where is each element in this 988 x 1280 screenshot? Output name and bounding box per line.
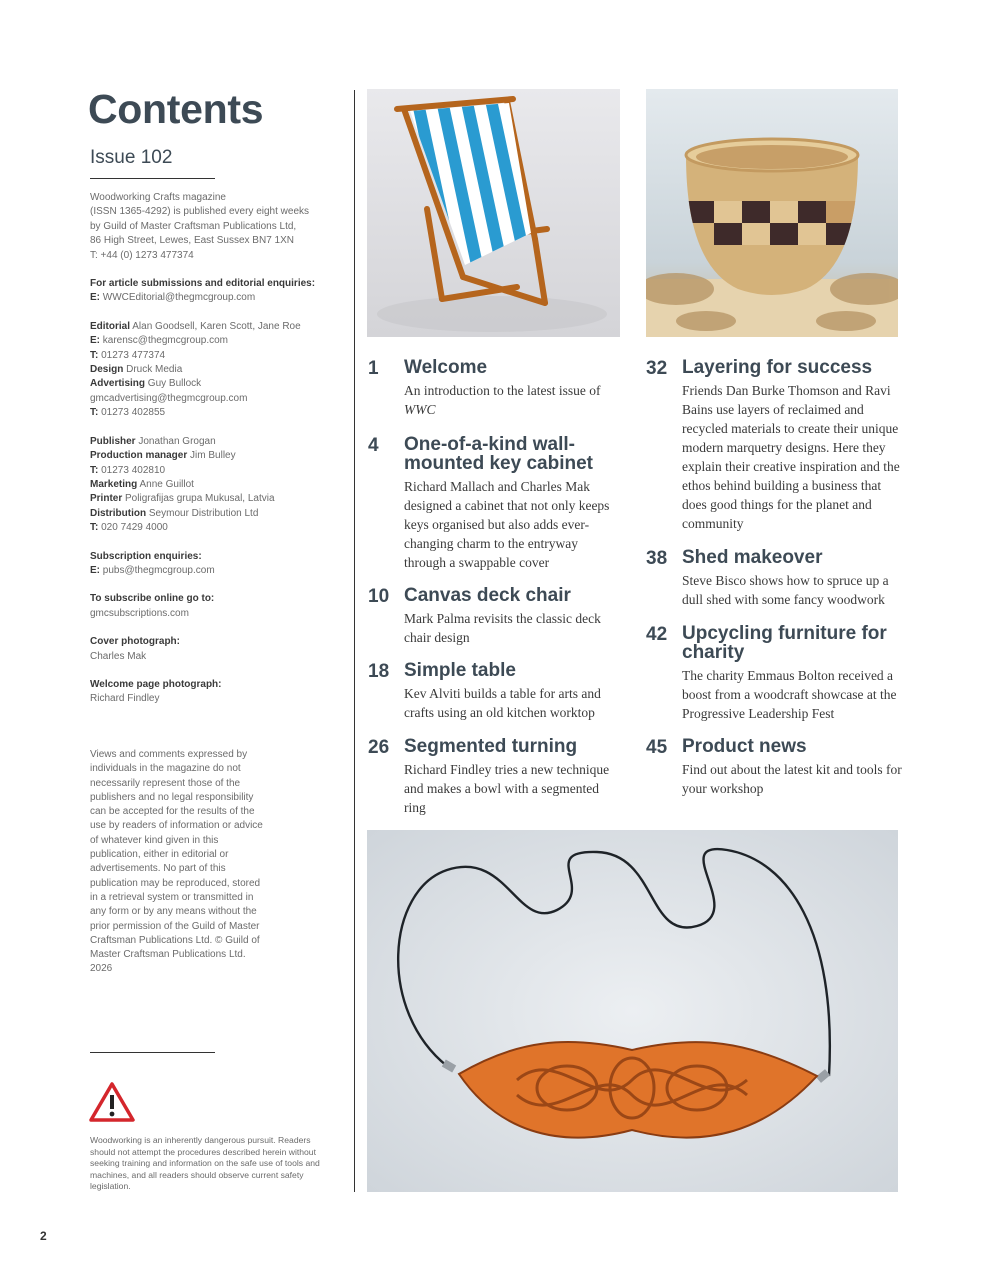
staff-info xyxy=(90,320,330,421)
celtic-knot-pendant-photo xyxy=(367,830,898,1192)
contents-entry-shed-makeover[interactable] xyxy=(646,548,902,609)
cover-photographer: Charles Mak xyxy=(90,650,147,662)
entry-description-text: An introduction to the latest issue of xyxy=(404,383,601,398)
entry-page-number: 26 xyxy=(368,737,390,758)
printer-label: Printer xyxy=(90,493,123,505)
entry-title: Product news xyxy=(682,736,807,757)
entry-page-number: 4 xyxy=(368,435,379,456)
welcome-photographer: Richard Findley xyxy=(90,693,160,705)
submissions-info xyxy=(90,277,330,306)
email-label: E: xyxy=(90,335,100,347)
title-rule xyxy=(90,178,215,179)
entry-page-number: 45 xyxy=(646,737,668,758)
production-manager: Jim Bulley xyxy=(190,450,236,462)
cover-photo-label: Cover photograph: xyxy=(90,636,180,648)
entry-description: The charity Emmaus Bolton received a boost from a woodcraft showcase at the Progressive Leadership Fest xyxy=(682,668,897,721)
welcome-photo-label: Welcome page photograph: xyxy=(90,678,222,690)
subscription-label: Subscription enquiries: xyxy=(90,550,202,562)
entry-description: Friends Dan Burke Thomson and Ravi Bains use layers of reclaimed and recycled materials to create their unique modern marquetry designs. Here they explain their creative inspiration and the ethos behind building a business that does good things for the planet and community xyxy=(682,383,900,531)
marketing-label: Marketing xyxy=(90,478,138,490)
email-label: E: xyxy=(90,564,100,576)
contents-entry-upcycling[interactable] xyxy=(646,624,902,723)
entry-page-number: 18 xyxy=(368,661,390,682)
distribution-phone: 020 7429 4000 xyxy=(101,522,168,534)
editorial-phone: 01273 477374 xyxy=(101,349,166,361)
entry-page-number: 42 xyxy=(646,624,668,645)
entry-title: One-of-a-kind wall-mounted key cabinet xyxy=(404,434,593,474)
contents-entry-segmented-turning[interactable] xyxy=(368,737,618,817)
disclaimer-text: Views and comments expressed by individuals in the magazine do not necessarily represent those of the publishers and no legal responsibility can be accepted for the results of the use by readers of information or advice of whatever kind given in this publication, either in editorial or advertisements. No part of this publication may be reproduced, stored in a retrieval system or transmitted in any form or by any means without the prior permission of the Guild of Master Craftsman Publications Ltd. © Guild of Master Craftsman Publications Ltd. 2026 xyxy=(90,749,263,975)
printer-name: Poligrafijas grupa Mukusal, Latvia xyxy=(125,493,275,505)
entry-page-number: 1 xyxy=(368,358,379,379)
column-divider xyxy=(354,90,355,1192)
advertising-email[interactable]: gmcadvertising@thegmcgroup.com xyxy=(90,392,248,404)
entry-page-number: 10 xyxy=(368,586,390,607)
welcome-photo-credit xyxy=(90,678,330,707)
distribution-label: Distribution xyxy=(90,507,147,519)
entry-title: Welcome xyxy=(404,357,488,378)
marketing-name: Anne Guillot xyxy=(139,478,194,490)
entry-page-number: 38 xyxy=(646,548,668,569)
distribution-name: Seymour Distribution Ltd xyxy=(148,507,259,519)
subscription-email[interactable]: pubs@thegmcgroup.com xyxy=(102,564,215,576)
publisher-name: by Guild of Master Craftsman Publications Ltd, xyxy=(90,220,297,232)
phone-label: T: xyxy=(90,522,99,534)
editorial-label: Editorial xyxy=(90,320,131,332)
contents-entry-simple-table[interactable] xyxy=(368,661,618,722)
entry-description: Mark Palma revisits the classic deck chair design xyxy=(404,611,601,645)
advertising-name: Guy Bullock xyxy=(147,378,202,390)
page-number: 2 xyxy=(40,1229,47,1243)
safety-warning-text: Woodworking is an inherently dangerous pursuit. Readers should not attempt the procedures described herein without seeking training and information on the safe use of tools and machines, and all readers should observe current safety legislation. xyxy=(90,1135,320,1192)
entry-title: Simple table xyxy=(404,660,516,681)
entry-title: Shed makeover xyxy=(682,547,823,568)
entry-page-number: 32 xyxy=(646,358,668,379)
editorial-email[interactable]: karensc@thegmcgroup.com xyxy=(102,335,228,347)
page-title: Contents xyxy=(88,86,264,132)
magazine-name: Woodworking Crafts magazine xyxy=(90,192,226,203)
disclaimer-rule xyxy=(90,1052,215,1053)
submissions-label: For article submissions and editorial enquiries: xyxy=(90,278,316,290)
editorial-names: Alan Goodsell, Karen Scott, Jane Roe xyxy=(132,320,301,332)
design-name: Druck Media xyxy=(126,364,183,376)
subscription-info xyxy=(90,550,330,579)
production-phone: 01273 402810 xyxy=(101,464,166,476)
entry-description: Kev Alviti builds a table for arts and crafts using an old kitchen worktop xyxy=(404,686,601,720)
contents-entry-welcome[interactable] xyxy=(368,358,618,419)
contents-entry-layering[interactable] xyxy=(646,358,902,533)
contents-entry-key-cabinet[interactable] xyxy=(368,435,618,572)
segmented-bowl-photo xyxy=(646,89,898,337)
publisher-person: Jonathan Grogan xyxy=(138,435,216,447)
entry-description: Find out about the latest kit and tools for your workshop xyxy=(682,762,902,796)
publisher-info xyxy=(90,191,330,263)
entry-description: Steve Bisco shows how to spruce up a dull shed with some fancy woodwork xyxy=(682,573,889,607)
phone-label: T: xyxy=(90,407,99,419)
issn: (ISSN 1365-4292) is published every eight weeks xyxy=(90,206,310,218)
production-info xyxy=(90,435,330,536)
subscribe-online-label: To subscribe online go to: xyxy=(90,593,215,605)
email-label: E: xyxy=(90,292,100,304)
warning-triangle-icon xyxy=(89,1082,135,1122)
publisher-label: Publisher xyxy=(90,435,136,447)
contents-entry-deck-chair[interactable] xyxy=(368,586,618,647)
phone-label: T: xyxy=(90,349,99,361)
advertising-label: Advertising xyxy=(90,378,146,390)
subscribe-online-link[interactable]: gmcsubscriptions.com xyxy=(90,607,189,619)
phone-label: T: xyxy=(90,464,99,476)
entry-title: Segmented turning xyxy=(404,736,578,757)
credits-block xyxy=(90,191,330,721)
entry-description xyxy=(404,381,618,419)
publisher-address: 86 High Street, Lewes, East Sussex BN7 1XN xyxy=(90,235,294,247)
production-manager-label: Production manager xyxy=(90,450,188,462)
magazine-abbreviation: WWC xyxy=(404,402,436,417)
entry-title: Canvas deck chair xyxy=(404,585,571,606)
issue-number: Issue 102 xyxy=(90,147,173,168)
publisher-phone: T: +44 (0) 1273 477374 xyxy=(90,249,194,261)
subscribe-online-info xyxy=(90,592,330,621)
entry-title: Upcycling furniture for charity xyxy=(682,623,887,663)
cover-photo-credit xyxy=(90,635,330,664)
deck-chair-photo xyxy=(367,89,620,337)
entry-title: Layering for success xyxy=(682,357,873,378)
advertising-phone: 01273 402855 xyxy=(101,407,166,419)
submissions-email[interactable]: WWCEditorial@thegmcgroup.com xyxy=(102,292,256,304)
contents-entry-product-news[interactable] xyxy=(646,737,902,798)
design-label: Design xyxy=(90,364,124,376)
entry-description: Richard Findley tries a new technique and makes a bowl with a segmented ring xyxy=(404,762,610,815)
entry-description: Richard Mallach and Charles Mak designed a cabinet that not only keeps keys organised but also adds ever-changing charm to the entryway through a swappable cover xyxy=(404,479,610,570)
